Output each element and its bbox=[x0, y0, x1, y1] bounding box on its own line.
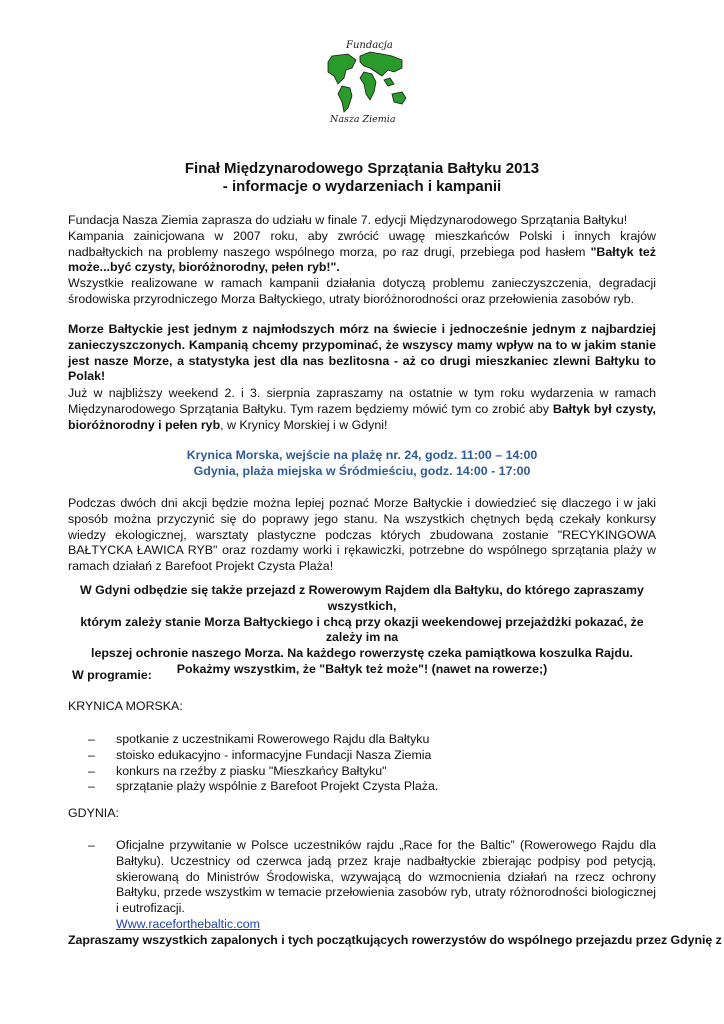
rally-line-4: Pokażmy wszystkim, że "Bałtyk też może"! (nawet na rowerze;) bbox=[176, 661, 548, 676]
document-title bbox=[0, 160, 724, 196]
intro-paragraph-2-text: Kampania zainicjowana w 2007 roku, aby zwrócić uwagę mieszkańców Polski i innych krajów nadbałtyckich na problemy naszego wspólnego morza, po raz drugi, przebiega pod hasłem bbox=[68, 228, 656, 259]
list-item: – konkurs na rzeźby z piasku "Mieszkańcy Bałtyku" bbox=[88, 763, 387, 778]
intro-paragraph-2 bbox=[68, 229, 656, 276]
dash-bullet-icon: – bbox=[88, 838, 95, 852]
svg-text:Nasza Ziemia: Nasza Ziemia bbox=[330, 114, 396, 125]
rally-line-1: W Gdyni odbędzie się także przejazd z Rowerowym Rajdem dla Bałtyku, do którego zapraszamy wszystkich, bbox=[80, 583, 644, 613]
closing-paragraph: Zapraszamy wszystkich zapalonych i tych początkujących rowerzystów do wspólnego przejazdu przez Gdynię z bbox=[68, 933, 722, 947]
dash-bullet-icon: – bbox=[88, 747, 95, 762]
program-heading: W programie: bbox=[72, 668, 152, 682]
krynica-program-list bbox=[68, 732, 656, 795]
krynica-heading: KRYNICA MORSKA: bbox=[68, 699, 183, 713]
intro-section bbox=[68, 213, 656, 308]
list-item: – stoisko edukacyjno - informacyjne Fundacji Nasza Ziemia bbox=[88, 747, 432, 762]
baltic-facts-paragraph: Morze Bałtyckie jest jednym z najmłodszych mórz na świecie i jednocześnie jednym z najbardziej zanieczyszczonych. Kampanią chcemy przypominać, że wszyscy mamy wpływ na to w jakim stanie jest nasze Morze, a statystyka jest dla nas bezlitosna - aż co drugi mieszkaniec zlewni Bałtyku to Polak! bbox=[68, 322, 656, 384]
list-item bbox=[68, 838, 656, 933]
title-line-1: Finał Międzynarodowego Sprzątania Bałtyku 2013 bbox=[184, 160, 540, 177]
rally-paragraph bbox=[68, 583, 656, 678]
foundation-logo bbox=[318, 32, 414, 128]
rally-line-2: którym zależy stanie Morza Bałtyckiego i chcą przy okazji weekendowej przejażdżki pokazać, że zależy im na bbox=[80, 614, 644, 645]
race-website-link[interactable]: Www.raceforthebaltic.com bbox=[116, 916, 260, 931]
location-krynica: Krynica Morska, wejście na plażę nr. 24, godz. 11:00 – 14:00 bbox=[186, 448, 538, 462]
gdynia-program-list bbox=[68, 838, 656, 933]
location-gdynia: Gdynia, plaża miejska w Śródmieściu, godz. 14:00 - 17:00 bbox=[193, 463, 531, 478]
campaign-slogan: "Bałtyk też może...być czysty, bioróżnorodny, pełen ryb!". bbox=[68, 244, 656, 275]
activities-paragraph: Podczas dwóch dni akcji będzie można lepiej poznać Morze Bałtyckie i dowiedzieć się dlaczego i w jaki sposób można przyczynić się do poprawy jego stanu. Na wszystkich chętnych będą czekały konkursy wiedzy ekologicznej, warsztaty plastyczne podczas których zbudowana zostanie "RECYKINGOWA BAŁTYCKA ŁAWICA RYB" oraz rozdamy worki i rękawiczki, potrzebne do wspólnego sprzątania plaży w ramach działań z Barefoot Projekt Czysta Plaża! bbox=[68, 496, 656, 574]
gdynia-item-text: Oficjalne przywitanie w Polsce uczestników rajdu „Race for the Baltic” (Rowerowego Rajdu dla Bałtyku). Uczestnicy od czerwca jadą przez kraje nadbałtyckie zbierając podpisy pod petycją, skierowaną do Ministrów Środowiska, wzywającą do wzmocnienia działań na rzecz ochrony Bałtyku, przede wszystkim w temacie przełowienia zasobów ryb, utraty różnorodności biologicznej i eutrofizacji. bbox=[116, 838, 656, 916]
dash-bullet-icon: – bbox=[88, 779, 95, 794]
dash-bullet-icon: – bbox=[88, 732, 95, 746]
list-item: – sprzątanie plaży wspólnie z Barefoot Projekt Czysta Plaża. bbox=[88, 779, 439, 794]
weekend-paragraph bbox=[68, 386, 656, 433]
intro-paragraph-1: Fundacja Nasza Ziemia zaprasza do udziału w finale 7. edycji Międzynarodowego Sprzątania Bałtyku! bbox=[68, 213, 628, 227]
rally-line-3: lepszej ochronie naszego Morza. Na każdego rowerzystę czeka pamiątkowa koszulka Rajdu. bbox=[91, 646, 633, 661]
intro-paragraph-3: Wszystkie realizowane w ramach kampanii działania dotyczą problemu zanieczyszczenia, degradacji środowiska przyrodniczego Morza Bałtyckiego, utraty bioróżnorodności oraz przełowienia zasobów ryb. bbox=[68, 276, 656, 306]
dash-bullet-icon: – bbox=[88, 763, 95, 778]
weekend-text-1: Już w najbliższy weekend 2. i 3. sierpnia zapraszamy na ostatnie w tym roku wydarzenia w ramach Międzynarodowego Sprzątania Bałtyku. Tym razem będziemy mówić tym co zrobić aby bbox=[68, 386, 656, 416]
weekend-bold: Bałtyk był czysty, bioróżnorodny i pełen ryb bbox=[68, 401, 656, 432]
list-item: – spotkanie z uczestnikami Rowerowego Rajdu dla Bałtyku bbox=[88, 732, 430, 746]
gdynia-heading: GDYNIA: bbox=[68, 806, 119, 820]
svg-text:Fundacja: Fundacja bbox=[346, 40, 393, 51]
title-line-2: - informacje o wydarzeniach i kampanii bbox=[222, 178, 502, 195]
weekend-text-2: , w Krynicy Morskiej i w Gdyni! bbox=[220, 417, 388, 432]
event-locations bbox=[68, 448, 656, 480]
globe-map-logo-icon bbox=[318, 32, 414, 128]
